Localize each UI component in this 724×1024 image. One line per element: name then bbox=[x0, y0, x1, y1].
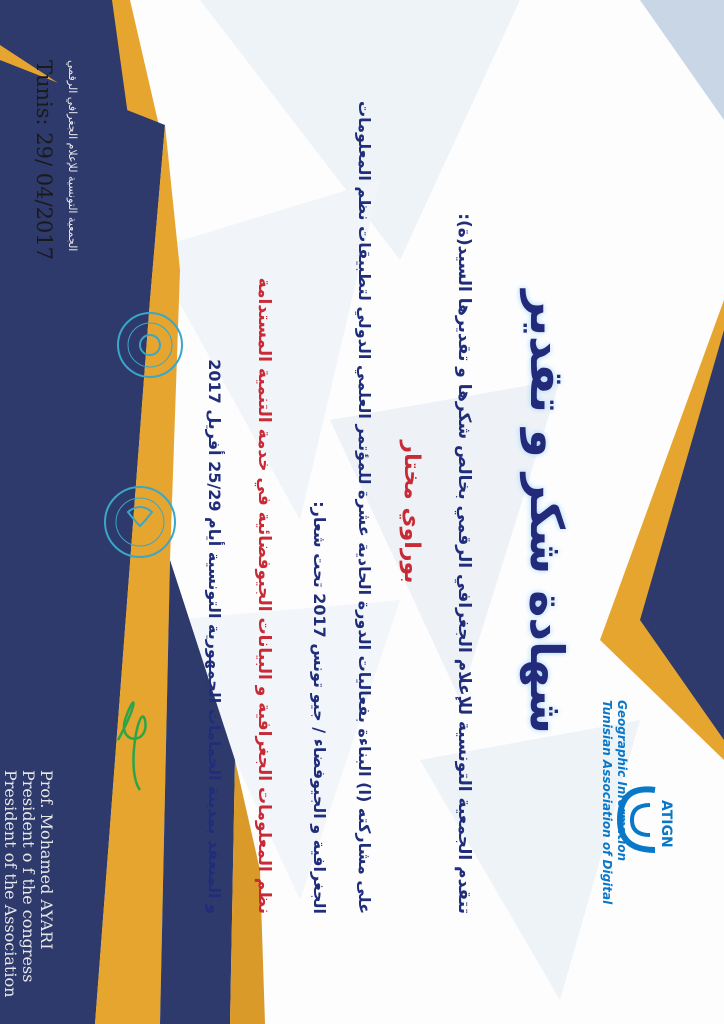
venue-date-line: و المنعقد بمدينة الحمامات الجمهورية التونسية أيام 25/29 أفريل 2017 bbox=[205, 359, 224, 914]
president-congress: President o f the congress bbox=[19, 770, 38, 983]
theme-line: نظم المعلومات الجغرافية و البيانات الجيوفضائية في خدمة التنمية المستدامة bbox=[254, 277, 274, 914]
association-name-arabic: الجمعية التونسية للإعلام الجغرافي الرقمي bbox=[66, 60, 79, 252]
conference-line: الجغرافية و الجيوفضاء / جيو تونس 2017 تحت شعار: bbox=[310, 501, 329, 914]
issue-date: Tunis: 29/ 04/2017 bbox=[32, 60, 56, 261]
participation-line: على مشاركته (ا) البناءة بفعاليات الدورة الحادية عشرة للمؤتمر العلمي الدولي لتطبيقات نظم المعلومات bbox=[355, 101, 374, 914]
president-association: President of the Association bbox=[1, 770, 20, 998]
president-name: Prof. Mohamed AYARI bbox=[37, 770, 56, 950]
recipient-name: بوراوي مختار bbox=[399, 440, 424, 584]
logo-acronym: ATIGN bbox=[658, 800, 674, 848]
logo-line-2: Geographic Information bbox=[615, 700, 629, 862]
certificate-title: شهادة شكر و تقدير bbox=[520, 290, 574, 734]
logo-line-1: Tunisian Association of Digital bbox=[600, 700, 614, 905]
thanks-line: تتقدم الجمعية التونسية للإعلام الجغرافي الرقمي بخالص شكرها و تقديرها السيد(ة): bbox=[454, 213, 474, 914]
